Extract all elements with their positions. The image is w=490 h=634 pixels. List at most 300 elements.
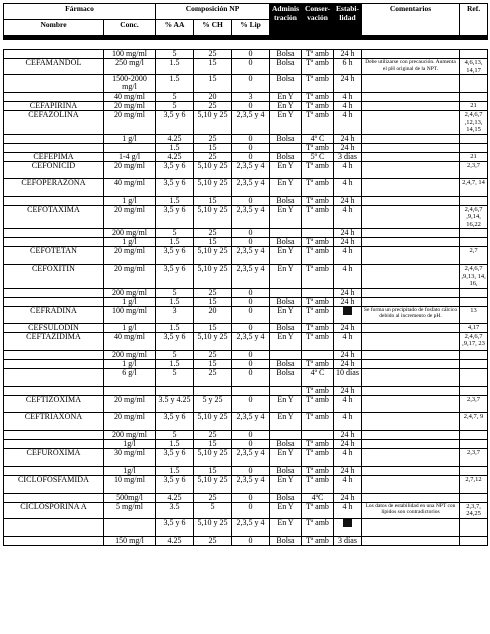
comment (362, 111, 460, 135)
concentration: 40 mg/ml (104, 178, 156, 196)
conservation: 4º C (302, 134, 334, 143)
reference: 21 (460, 152, 488, 161)
comment (362, 395, 460, 412)
drug-name: CEFAZOLINA (4, 111, 104, 135)
pct-ch: 15 (194, 359, 232, 368)
reference: 2,4,6,7 ,12,13, 14,15 (460, 111, 488, 135)
table-row (4, 50, 488, 59)
pct-aa: 4.25 (156, 152, 194, 161)
pct-ch: 20 (194, 306, 232, 323)
pct-aa: 5 (156, 229, 194, 238)
conservation: Tª amb (302, 93, 334, 102)
stability: 24 h (334, 323, 362, 332)
pct-lip: 0 (232, 439, 270, 448)
conservation: Tª amb (302, 323, 334, 332)
table-row (4, 196, 488, 205)
administration: Bolsa (270, 297, 302, 306)
table-row (4, 439, 488, 448)
stability: 4 h (334, 412, 362, 430)
comment (362, 265, 460, 289)
administration: En Y (270, 518, 302, 536)
administration (270, 430, 302, 439)
table-row (4, 466, 488, 475)
drug-name (4, 430, 104, 439)
drug-name: CEFAPIRINA (4, 102, 104, 111)
stability (334, 306, 362, 323)
comment (362, 536, 460, 545)
stability: 24 h (334, 143, 362, 152)
comment (362, 152, 460, 161)
table-row (4, 475, 488, 493)
table-row (4, 247, 488, 265)
conservation (302, 229, 334, 238)
pct-ch: 15 (194, 238, 232, 247)
conservation (302, 288, 334, 297)
pct-lip (232, 386, 270, 395)
comment (362, 161, 460, 178)
stability: 3 días (334, 152, 362, 161)
comment (362, 178, 460, 196)
conservation: Tª amb (302, 205, 334, 229)
reference (460, 493, 488, 502)
pct-ch: 25 (194, 152, 232, 161)
pct-lip: 0 (232, 143, 270, 152)
conservation: 4ºC (302, 493, 334, 502)
table-row (4, 430, 488, 439)
pct-ch: 25 (194, 536, 232, 545)
table-row (4, 288, 488, 297)
pct-ch: 5 y 25 (194, 395, 232, 412)
conservation: Tª amb (302, 536, 334, 545)
reference (460, 196, 488, 205)
administration (270, 350, 302, 359)
table-row (4, 518, 488, 536)
drug-name: CICLOFOSFAMIDA (4, 475, 104, 493)
concentration: 10 mg/ml (104, 475, 156, 493)
drug-name (4, 518, 104, 536)
drug-name: CEFOTAXIMA (4, 205, 104, 229)
table-row (4, 93, 488, 102)
administration: En Y (270, 178, 302, 196)
pct-aa: 3,5 y 6 (156, 205, 194, 229)
conservation: Tª amb (302, 518, 334, 536)
pct-ch: 5,10 y 25 (194, 205, 232, 229)
administration (270, 143, 302, 152)
header-nombre: Nombre (4, 20, 104, 36)
concentration: 1 g/l (104, 323, 156, 332)
administration: Bolsa (270, 152, 302, 161)
comment (362, 134, 460, 143)
table-row (4, 102, 488, 111)
pct-lip: 0 (232, 368, 270, 386)
comment (362, 297, 460, 306)
pct-lip: 2,3,5 y 4 (232, 178, 270, 196)
conservation: Tª amb (302, 59, 334, 75)
pct-aa: 3.5 (156, 502, 194, 518)
stability: 24 h (334, 196, 362, 205)
conservation (302, 430, 334, 439)
pct-ch (194, 386, 232, 395)
header-composicion: Composición NP (156, 4, 270, 20)
table-row (4, 368, 488, 386)
pct-aa: 3,5 y 6 (156, 111, 194, 135)
pct-lip: 0 (232, 152, 270, 161)
pct-ch: 5 (194, 502, 232, 518)
comment (362, 93, 460, 102)
drug-name (4, 493, 104, 502)
pct-aa: 4.25 (156, 134, 194, 143)
concentration: 1g/l (104, 466, 156, 475)
pct-lip: 0 (232, 238, 270, 247)
stability: 24 h (334, 430, 362, 439)
concentration: 40 mg/ml (104, 93, 156, 102)
concentration: 20 mg/ml (104, 265, 156, 289)
table-row (4, 395, 488, 412)
stability: 24 h (334, 466, 362, 475)
pct-lip: 0 (232, 50, 270, 59)
administration (270, 288, 302, 297)
table-row (4, 536, 488, 545)
administration: Bolsa (270, 75, 302, 93)
pct-lip: 0 (232, 196, 270, 205)
pct-aa: 3.5 y 4.25 (156, 395, 194, 412)
concentration: 20 mg/ml (104, 102, 156, 111)
stability: 24 h (334, 350, 362, 359)
reference (460, 439, 488, 448)
table-row (4, 111, 488, 135)
administration: En Y (270, 412, 302, 430)
stability: 24 h (334, 75, 362, 93)
stability: 24 h (334, 288, 362, 297)
stability: 24 h (334, 386, 362, 395)
pct-lip: 2,3,5 y 4 (232, 518, 270, 536)
concentration: 30 mg/ml (104, 448, 156, 466)
table-row (4, 448, 488, 466)
stability: 24 h (334, 439, 362, 448)
pct-lip: 0 (232, 75, 270, 93)
reference (460, 430, 488, 439)
pct-ch: 25 (194, 350, 232, 359)
stability: 4 h (334, 332, 362, 350)
table-row (4, 238, 488, 247)
comment (362, 75, 460, 93)
conservation: Tª amb (302, 238, 334, 247)
concentration: 40 mg/ml (104, 332, 156, 350)
pct-ch: 15 (194, 196, 232, 205)
stability: 24 h (334, 493, 362, 502)
drug-name (4, 93, 104, 102)
pct-aa: 1.5 (156, 75, 194, 93)
table-row (4, 297, 488, 306)
header-divider (4, 36, 488, 40)
drug-name (4, 288, 104, 297)
drug-name (4, 75, 104, 93)
administration: Bolsa (270, 359, 302, 368)
administration: En Y (270, 102, 302, 111)
administration: Bolsa (270, 466, 302, 475)
table-row (4, 306, 488, 323)
drug-name: CEFOTETAN (4, 247, 104, 265)
conservation: Tª amb (302, 306, 334, 323)
stability: 6 h (334, 59, 362, 75)
administration: Bolsa (270, 439, 302, 448)
reference (460, 50, 488, 59)
pct-ch: 5,10 y 25 (194, 247, 232, 265)
pct-lip: 2,3,5 y 4 (232, 247, 270, 265)
pct-lip: 0 (232, 466, 270, 475)
stability: 24 h (334, 50, 362, 59)
reference (460, 134, 488, 143)
concentration: 5 mg/ml (104, 502, 156, 518)
conservation: Tª amb (302, 265, 334, 289)
pct-lip: 0 (232, 359, 270, 368)
administration: Bolsa (270, 368, 302, 386)
comment (362, 196, 460, 205)
conservation: Tª amb (302, 50, 334, 59)
pct-aa: 3,5 y 6 (156, 475, 194, 493)
pct-ch: 15 (194, 439, 232, 448)
header-lip: % Lip (232, 20, 270, 36)
reference: 2,3,7 (460, 161, 488, 178)
conservation: Tª amb (302, 143, 334, 152)
reference (460, 297, 488, 306)
pct-ch: 5,10 y 25 (194, 265, 232, 289)
conservation: Tª amb (302, 439, 334, 448)
conservation: Tª amb (302, 111, 334, 135)
drug-name (4, 536, 104, 545)
pct-lip: 0 (232, 59, 270, 75)
header-ch: % CH (194, 20, 232, 36)
drug-name: CEFTRIAXONA (4, 412, 104, 430)
comment (362, 386, 460, 395)
administration: En Y (270, 502, 302, 518)
pct-ch: 5,10 y 25 (194, 161, 232, 178)
reference (460, 518, 488, 536)
header-admin: Adminis tración (270, 4, 302, 36)
pct-aa: 1.5 (156, 143, 194, 152)
table-row (4, 205, 488, 229)
drug-name (4, 229, 104, 238)
conservation: 5º C (302, 152, 334, 161)
pct-lip: 3 (232, 93, 270, 102)
pct-lip: 0 (232, 229, 270, 238)
pct-lip: 2,3,5 y 4 (232, 161, 270, 178)
comment (362, 229, 460, 238)
reference (460, 368, 488, 386)
administration: Bolsa (270, 493, 302, 502)
table-row (4, 350, 488, 359)
reference (460, 238, 488, 247)
concentration: 20 mg/ml (104, 161, 156, 178)
comment (362, 518, 460, 536)
concentration (104, 386, 156, 395)
conservation: Tª amb (302, 359, 334, 368)
pct-ch: 15 (194, 297, 232, 306)
comment (362, 350, 460, 359)
table-row (4, 229, 488, 238)
concentration: 250 mg/l (104, 59, 156, 75)
reference: 4,6,13, 14,17 (460, 59, 488, 75)
table-row (4, 323, 488, 332)
administration: Bolsa (270, 134, 302, 143)
reference (460, 288, 488, 297)
pct-lip: 0 (232, 134, 270, 143)
concentration: 20 mg/ml (104, 111, 156, 135)
concentration: 1 g/l (104, 297, 156, 306)
pct-ch: 25 (194, 430, 232, 439)
administration: Bolsa (270, 238, 302, 247)
conservation: Tª amb (302, 475, 334, 493)
stability: 10 días (334, 368, 362, 386)
header-farmaco: Fármaco (4, 4, 156, 20)
pct-aa: 1.5 (156, 359, 194, 368)
reference (460, 359, 488, 368)
comment (362, 205, 460, 229)
conservation: Tª amb (302, 178, 334, 196)
administration (270, 386, 302, 395)
comment (362, 368, 460, 386)
reference (460, 466, 488, 475)
stability: 4 h (334, 247, 362, 265)
reference: 2,4,6,7 ,9,17, 23 (460, 332, 488, 350)
pct-ch: 5,10 y 25 (194, 518, 232, 536)
administration: En Y (270, 93, 302, 102)
stability: 4 h (334, 395, 362, 412)
pct-aa: 1.5 (156, 466, 194, 475)
drug-name: CEFAMANDOL (4, 59, 104, 75)
pct-aa: 5 (156, 50, 194, 59)
pct-aa: 1.5 (156, 297, 194, 306)
header-ref: Ref. (460, 4, 488, 36)
conservation: Tª amb (302, 102, 334, 111)
concentration: 1 g/l (104, 196, 156, 205)
pct-ch: 25 (194, 493, 232, 502)
header-conserv: Conser- vación (302, 4, 334, 36)
header-estab: Estabi- lidad (334, 4, 362, 36)
reference: 2,3,7 (460, 395, 488, 412)
pct-lip: 0 (232, 297, 270, 306)
drug-name: CEFRADINA (4, 306, 104, 323)
pct-ch: 15 (194, 323, 232, 332)
pct-aa: 1.5 (156, 439, 194, 448)
drug-name: CEFTAZIDIMA (4, 332, 104, 350)
pct-aa: 5 (156, 430, 194, 439)
pct-ch: 25 (194, 229, 232, 238)
reference (460, 536, 488, 545)
header-conc: Conc. (104, 20, 156, 36)
administration: Bolsa (270, 536, 302, 545)
reference (460, 93, 488, 102)
conservation: 4º C (302, 368, 334, 386)
comment (362, 50, 460, 59)
administration: En Y (270, 111, 302, 135)
reference: 2,3,7 (460, 448, 488, 466)
pct-lip: 0 (232, 102, 270, 111)
administration: Bolsa (270, 59, 302, 75)
pct-lip: 0 (232, 430, 270, 439)
concentration: 6 g/l (104, 368, 156, 386)
unstable-mark-icon (343, 307, 352, 315)
comment (362, 143, 460, 152)
drug-name (4, 50, 104, 59)
concentration: 100 mg/ml (104, 50, 156, 59)
pct-lip: 2,3,5 y 4 (232, 265, 270, 289)
drug-name (4, 359, 104, 368)
drug-name (4, 196, 104, 205)
administration: En Y (270, 205, 302, 229)
pct-aa: 1.5 (156, 238, 194, 247)
pct-ch: 5,10 y 25 (194, 332, 232, 350)
concentration (104, 518, 156, 536)
stability: 4 h (334, 111, 362, 135)
drug-name (4, 466, 104, 475)
pct-lip: 2,3,5 y 4 (232, 448, 270, 466)
pct-aa: 3,5 y 6 (156, 332, 194, 350)
drug-name (4, 368, 104, 386)
pct-ch: 20 (194, 93, 232, 102)
reference (460, 143, 488, 152)
concentration: 500mg/l (104, 493, 156, 502)
concentration: 100 mg/ml (104, 306, 156, 323)
stability: 4 h (334, 448, 362, 466)
pct-aa: 4.25 (156, 493, 194, 502)
stability: 4 h (334, 205, 362, 229)
stability: 24 h (334, 229, 362, 238)
pct-aa: 5 (156, 102, 194, 111)
conservation: Tª amb (302, 75, 334, 93)
reference: 2,4,7, 9 (460, 412, 488, 430)
pct-lip: 2,3,5 y 4 (232, 111, 270, 135)
concentration: 1 g/l (104, 238, 156, 247)
conservation: Tª amb (302, 448, 334, 466)
comment: Los datos de estabilidad en una NPT con lípidos son contradictorios (362, 502, 460, 518)
concentration: 200 mg/ml (104, 430, 156, 439)
pct-aa: 3,5 y 6 (156, 448, 194, 466)
comment: Debe utilizarse con precaución. Aumenta el pH original de la NPT. (362, 59, 460, 75)
administration: En Y (270, 332, 302, 350)
pct-aa: 3,5 y 6 (156, 518, 194, 536)
conservation: Tª amb (302, 466, 334, 475)
concentration: 1500-2000 mg/l (104, 75, 156, 93)
pct-ch: 25 (194, 50, 232, 59)
concentration: 1 g/l (104, 359, 156, 368)
drug-name: CEFTIZOXIMA (4, 395, 104, 412)
table-header (3, 3, 488, 40)
table-row (4, 143, 488, 152)
drug-name: CEFSULODIN (4, 323, 104, 332)
pct-aa: 3,5 y 6 (156, 247, 194, 265)
comment (362, 102, 460, 111)
concentration: 1-4 g/l (104, 152, 156, 161)
pct-aa: 3,5 y 6 (156, 412, 194, 430)
stability: 3 días (334, 536, 362, 545)
header-aa: % AA (156, 20, 194, 36)
comment: Se forma un precipitado de fosfato cálcico debido al incremento de pH. (362, 306, 460, 323)
stability: 4 h (334, 93, 362, 102)
stability: 4 h (334, 102, 362, 111)
conservation: Tª amb (302, 161, 334, 178)
concentration: 20 mg/ml (104, 247, 156, 265)
conservation: Tª amb (302, 196, 334, 205)
drug-name: CEFOPERAZONA (4, 178, 104, 196)
pct-aa: 5 (156, 350, 194, 359)
administration (270, 229, 302, 238)
drug-name (4, 386, 104, 395)
administration: En Y (270, 475, 302, 493)
pct-aa: 5 (156, 93, 194, 102)
pct-aa: 3,5 y 6 (156, 161, 194, 178)
drug-name (4, 143, 104, 152)
